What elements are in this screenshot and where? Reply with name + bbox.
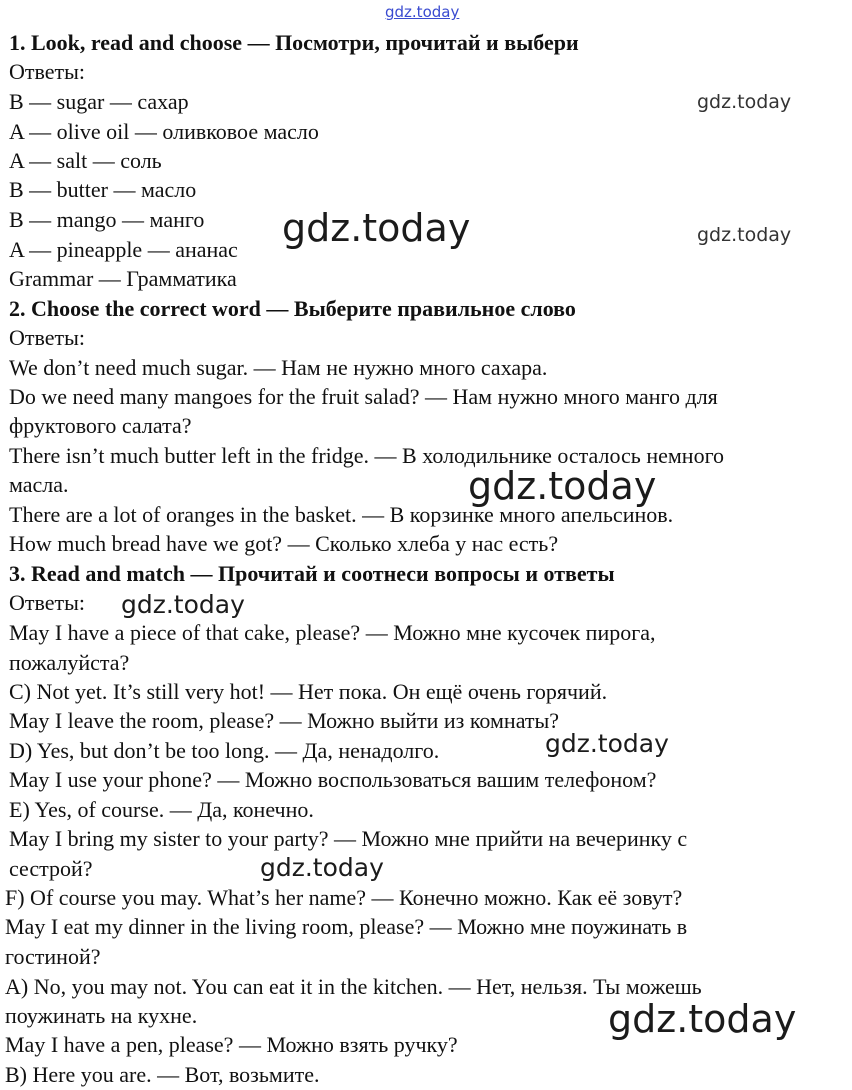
watermark: gdz.today <box>697 91 792 113</box>
watermark: gdz.today <box>468 464 657 508</box>
watermark: gdz.today <box>697 224 792 246</box>
watermark: gdz.today <box>121 590 245 619</box>
section-heading: 3. Read and match — Прочитай и соотнеси вопросы и ответы <box>9 561 615 586</box>
text-line: Ответы: <box>9 59 86 84</box>
watermark: gdz.today <box>260 853 384 882</box>
text-line: A — salt — соль <box>9 148 162 173</box>
text-line: Grammar — Грамматика <box>9 266 237 291</box>
text-line: A — olive oil — оливковое масло <box>9 119 319 144</box>
text-line: We don’t need much sugar. — Нам не нужно много сахара. <box>9 355 548 380</box>
text-line: There are a lot of oranges in the basket. — В корзинке много апельсинов. <box>9 502 674 527</box>
text-line: B) Here you are. — Вот, возьмите. <box>5 1062 320 1087</box>
text-line: E) Yes, of course. — Да, конечно. <box>9 797 314 822</box>
text-line: Ответы: <box>9 325 86 350</box>
watermark: gdz.today <box>545 729 669 758</box>
text-line: поужинать на кухне. <box>5 1003 198 1028</box>
section-heading: 2. Choose the correct word — Выберите правильное слово <box>9 296 576 321</box>
text-line: May I use your phone? — Можно воспользоваться вашим телефоном? <box>9 767 657 792</box>
text-line: сестрой? <box>9 856 93 881</box>
text-line: May I have a pen, please? — Можно взять ручку? <box>5 1032 458 1057</box>
text-line: B — sugar — сахар <box>9 89 189 114</box>
text-line: May I leave the room, please? — Можно выйти из комнаты? <box>9 708 560 733</box>
text-line: гостиной? <box>5 944 101 969</box>
text-line: May I have a piece of that cake, please? — Можно мне кусочек пирога, <box>9 620 656 645</box>
text-line: пожалуйста? <box>9 650 130 675</box>
text-line: D) Yes, but don’t be too long. — Да, ненадолго. <box>9 738 440 763</box>
text-line: May I eat my dinner in the living room, please? — Можно мне поужинать в <box>5 914 688 939</box>
text-line: A) No, you may not. You can eat it in the kitchen. — Нет, нельзя. Ты можешь <box>5 974 702 999</box>
text-line: B — mango — манго <box>9 207 205 232</box>
text-line: F) Of course you may. What’s her name? — Конечно можно. Как её зовут? <box>5 885 683 910</box>
text-line: B — butter — масло <box>9 177 197 202</box>
text-line: A — pineapple — ананас <box>9 237 238 262</box>
text-line: There isn’t much butter left in the fridge. — В холодильнике осталось немного <box>9 443 725 468</box>
text-line: How much bread have we got? — Сколько хлеба у нас есть? <box>9 531 559 556</box>
text-line: фруктового салата? <box>9 413 192 438</box>
watermark: gdz.today <box>282 206 471 250</box>
text-line: масла. <box>9 472 69 497</box>
watermark: gdz.today <box>608 997 797 1041</box>
watermark-link[interactable]: gdz.today <box>385 3 460 21</box>
text-line: C) Not yet. It’s still very hot! — Нет пока. Он ещё очень горячий. <box>9 679 608 704</box>
text-line: Ответы: <box>9 590 86 615</box>
section-heading: 1. Look, read and choose — Посмотри, прочитай и выбери <box>9 30 579 55</box>
text-line: May I bring my sister to your party? — Можно мне прийти на вечеринку с <box>9 826 688 851</box>
text-line: Do we need many mangoes for the fruit salad? — Нам нужно много манго для <box>9 384 718 409</box>
